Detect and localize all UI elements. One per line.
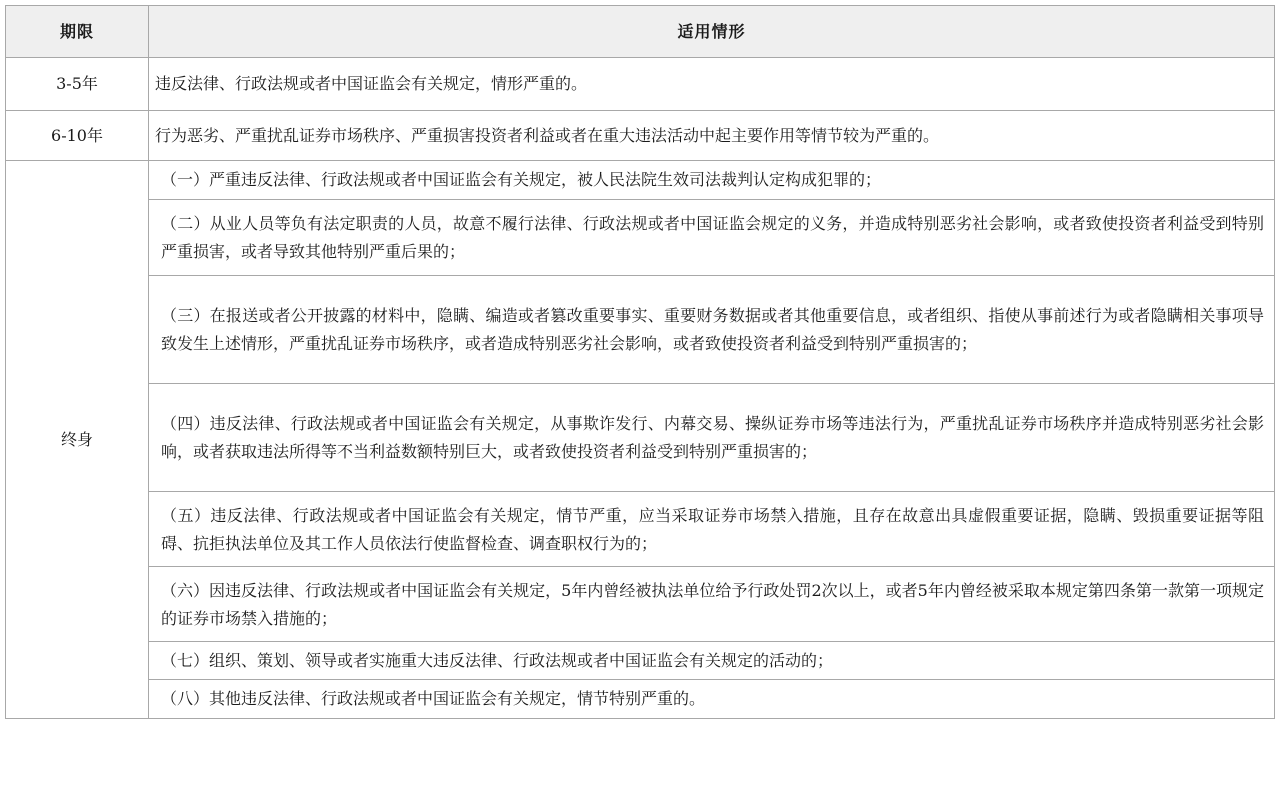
lifetime-item: （一）严重违反法律、行政法规或者中国证监会有关规定，被人民法院生效司法裁判认定构成犯罪的； xyxy=(149,161,1275,200)
table-row xyxy=(6,161,1275,200)
table-row xyxy=(6,111,1275,161)
period-cell: 3-5年 xyxy=(6,58,149,111)
lifetime-item: （五）违反法律、行政法规或者中国证监会有关规定，情节严重，应当采取证券市场禁入措施，且存在故意出具虚假重要证据，隐瞒、毁损重要证据等阻碍、抗拒执法单位及其工作人员依法行使监督检查、调查职权行为的； xyxy=(149,492,1275,567)
period-cell: 6-10年 xyxy=(6,111,149,161)
table-row xyxy=(6,276,1275,384)
lifetime-item: （六）因违反法律、行政法规或者中国证监会有关规定，5年内曾经被执法单位给予行政处罚2次以上，或者5年内曾经被采取本规定第四条第一款第一项规定的证券市场禁入措施的； xyxy=(149,567,1275,642)
table-header-row xyxy=(6,6,1275,58)
header-circumstances: 适用情形 xyxy=(149,6,1275,58)
lifetime-item: （四）违反法律、行政法规或者中国证监会有关规定，从事欺诈发行、内幕交易、操纵证券市场等违法行为，严重扰乱证券市场秩序并造成特别恶劣社会影响，或者获取违法所得等不当利益数额特别巨大，或者致使投资者利益受到特别严重损害的； xyxy=(149,384,1275,492)
table-row xyxy=(6,567,1275,642)
ban-period-table xyxy=(5,5,1275,719)
table-row xyxy=(6,492,1275,567)
table-row xyxy=(6,384,1275,492)
header-period: 期限 xyxy=(6,6,149,58)
lifetime-item: （二）从业人员等负有法定职责的人员，故意不履行法律、行政法规或者中国证监会规定的义务，并造成特别恶劣社会影响，或者致使投资者利益受到特别严重损害，或者导致其他特别严重后果的； xyxy=(149,200,1275,276)
table-row xyxy=(6,200,1275,276)
page xyxy=(5,5,1275,719)
table-row xyxy=(6,58,1275,111)
period-cell-lifetime: 终身 xyxy=(6,161,149,719)
circumstance-cell: 违反法律、行政法规或者中国证监会有关规定，情形严重的。 xyxy=(149,58,1275,111)
lifetime-item: （八）其他违反法律、行政法规或者中国证监会有关规定，情节特别严重的。 xyxy=(149,680,1275,719)
lifetime-item: （三）在报送或者公开披露的材料中，隐瞒、编造或者篡改重要事实、重要财务数据或者其他重要信息，或者组织、指使从事前述行为或者隐瞒相关事项导致发生上述情形，严重扰乱证券市场秩序，或者造成特别恶劣社会影响，或者致使投资者利益受到特别严重损害的； xyxy=(149,276,1275,384)
table-row xyxy=(6,680,1275,719)
circumstance-cell: 行为恶劣、严重扰乱证券市场秩序、严重损害投资者利益或者在重大违法活动中起主要作用等情节较为严重的。 xyxy=(149,111,1275,161)
lifetime-item: （七）组织、策划、领导或者实施重大违反法律、行政法规或者中国证监会有关规定的活动的； xyxy=(149,642,1275,680)
table-row xyxy=(6,642,1275,680)
